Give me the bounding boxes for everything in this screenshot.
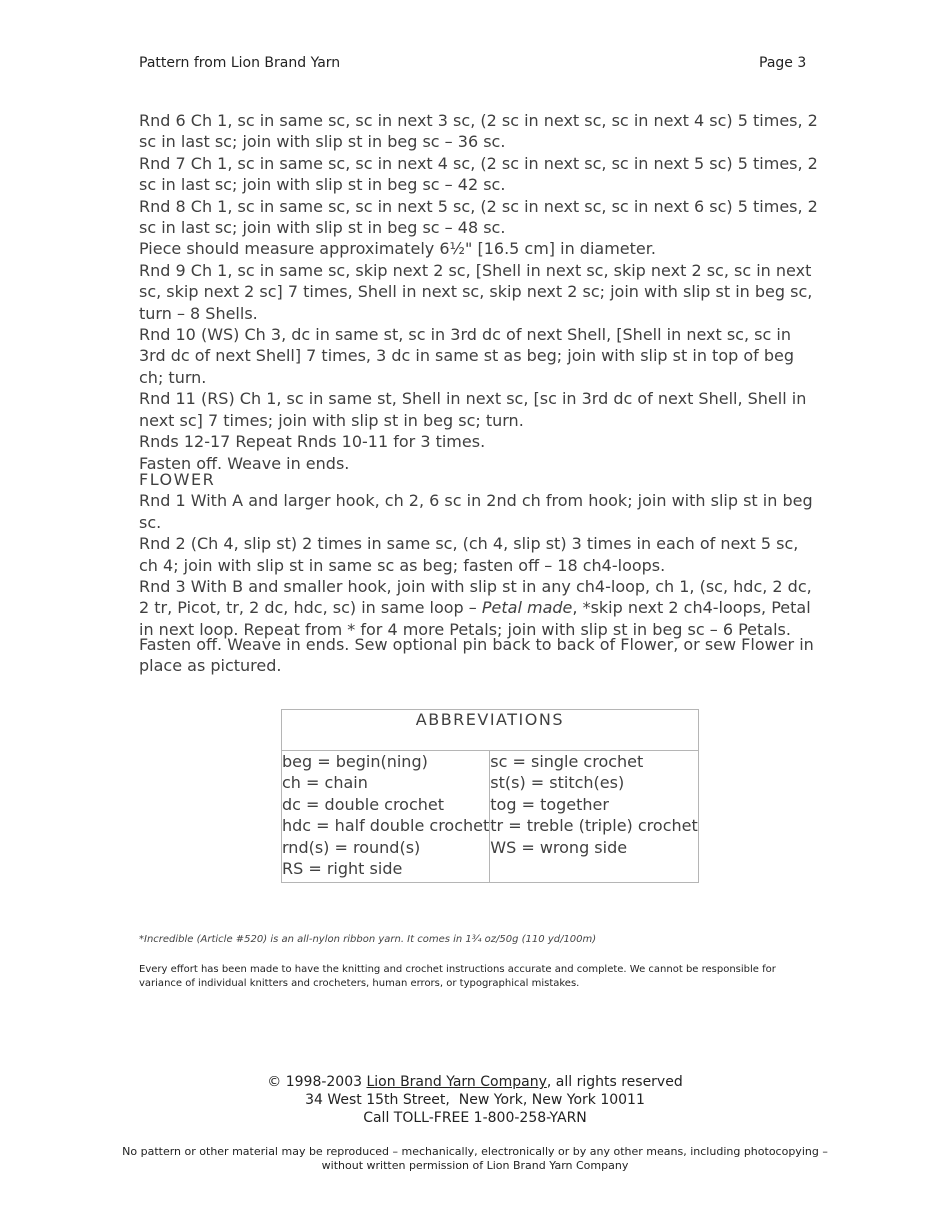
abbr-sc: sc = single crochet [490,752,644,771]
instruction-rnd-9: Rnd 9 Ch 1, sc in same sc, skip next 2 sc, [Shell in next sc, skip next 2 sc, sc in next sc, skip next 2 sc] 7 times, Shell in next sc, skip next 2 sc; join with slip st in beg sc, turn – 8 Shells. [139,260,813,323]
abbr-dc: dc = double crochet [282,794,445,814]
instruction-rnd-8: Rnd 8 Ch 1, sc in same sc, sc in next 5 sc, (2 sc in next sc, sc in next 6 sc) 5 times, 2 sc in last sc; join with slip st in beg sc – 48 sc. [139,196,818,238]
company-link[interactable]: Lion Brand Yarn Company [366,1074,547,1090]
legal-line-2: without written permission of Lion Brand Yarn Company [321,1159,629,1172]
abbr-rs: RS = right side [282,859,403,879]
copyright-prefix: © 1998-2003 [267,1074,367,1090]
abbreviations-col-2 [490,751,698,883]
yarn-note: *Incredible (Article #520) is an all-nylon ribbon yarn. It comes in 1¾ oz/50g (110 yd/100m) [139,934,597,945]
abbr-st: st(s) = stitch(es) [490,773,625,793]
instruction-rnds-12-17: Rnds 12-17 Repeat Rnds 10-11 for 3 times. [139,432,486,452]
flower-rnd-3-text-b: , *skip next 2 ch4-loops, Petal in next loop. Repeat from * for 4 more Petals; join with slip st in beg sc – 6 Petals. [139,598,811,639]
flower-rnd-3-emphasis: Petal made [481,598,573,618]
abbr-tr: tr = treble (triple) crochet [490,816,698,836]
instruction-rnd-6: Rnd 6 Ch 1, sc in same sc, sc in next 3 sc, (2 sc in next sc, sc in next 4 sc) 5 times, 2 sc in last sc; join with slip st in beg sc – 36 sc. [139,111,818,152]
flower-section [139,469,819,640]
flower-rnd-1: Rnd 1 With A and larger hook, ch 2, 6 sc in 2nd ch from hook; join with slip st in beg sc. [139,491,813,532]
copyright-suffix: , all rights reserved [546,1074,683,1090]
phone-line: Call TOLL-FREE 1-800-258-YARN [363,1110,587,1126]
legal-notice [0,1145,950,1173]
abbreviations-col-1 [282,751,490,883]
address-line: 34 West 15th Street, New York, New York 10011 [305,1092,645,1108]
abbr-ch: ch = chain [282,773,368,793]
instruction-rnd-10: Rnd 10 (WS) Ch 3, dc in same st, sc in 3rd dc of next Shell, [Shell in next sc, sc in 3rd dc of next Shell] 7 times, 3 dc in same st as beg; join with slip st in top of beg ch; turn. [139,325,795,387]
footer [0,1073,950,1127]
abbreviations-table [281,709,699,883]
instruction-fasten-off: Fasten off. Weave in ends. [139,453,350,473]
flower-rnd-2: Rnd 2 (Ch 4, slip st) 2 times in same sc, (ch 4, slip st) 3 times in each of next 5 sc, ch 4; join with slip st in same sc as beg; fasten off – 18 ch4-loops. [139,534,799,575]
flower-finish: Fasten off. Weave in ends. Sew optional pin back to back of Flower, or sew Flower in place as pictured. [139,635,814,676]
instructions-block [139,110,819,474]
abbr-ws: WS = wrong side [490,837,628,857]
flower-rnd-3-text-a: Rnd 3 With B and smaller hook, join with slip st in any ch4-loop, ch 1, (sc, hdc, 2 dc, 2 tr, Picot, tr, 2 dc, hdc, sc) in same loop – [139,577,812,618]
header-left: Pattern from Lion Brand Yarn [139,55,341,71]
instruction-rnd-11: Rnd 11 (RS) Ch 1, sc in same st, Shell in next sc, [sc in 3rd dc of next Shell, Shell in next sc] 7 times; join with slip st in beg sc; turn. [139,389,807,430]
page-number: Page 3 [759,55,807,71]
legal-line-1: No pattern or other material may be reproduced – mechanically, electronically or by any other means, including photocopying – [122,1145,828,1158]
abbr-hdc: hdc = half double crochet [282,816,490,836]
instruction-measure: Piece should measure approximately 6½" [16.5 cm] in diameter. [139,239,656,259]
copyright-line [0,1073,950,1091]
abbr-rnd: rnd(s) = round(s) [282,837,421,857]
instruction-rnd-7: Rnd 7 Ch 1, sc in same sc, sc in next 4 sc, (2 sc in next sc, sc in next 5 sc) 5 times, 2 sc in last sc; join with slip st in beg sc – 42 sc. [139,153,818,195]
abbreviations-title: ABBREVIATIONS [282,710,699,751]
abbr-tog: tog = together [490,794,609,814]
flower-rnd-3 [139,576,819,640]
flower-heading: FLOWER [139,470,216,489]
disclaimer: Every effort has been made to have the knitting and crochet instructions accurate and complete. We cannot be responsible for variance of individual knitters and crocheters, human errors, or typographical mistakes. [139,964,776,989]
abbr-beg: beg = begin(ning) [282,752,428,771]
